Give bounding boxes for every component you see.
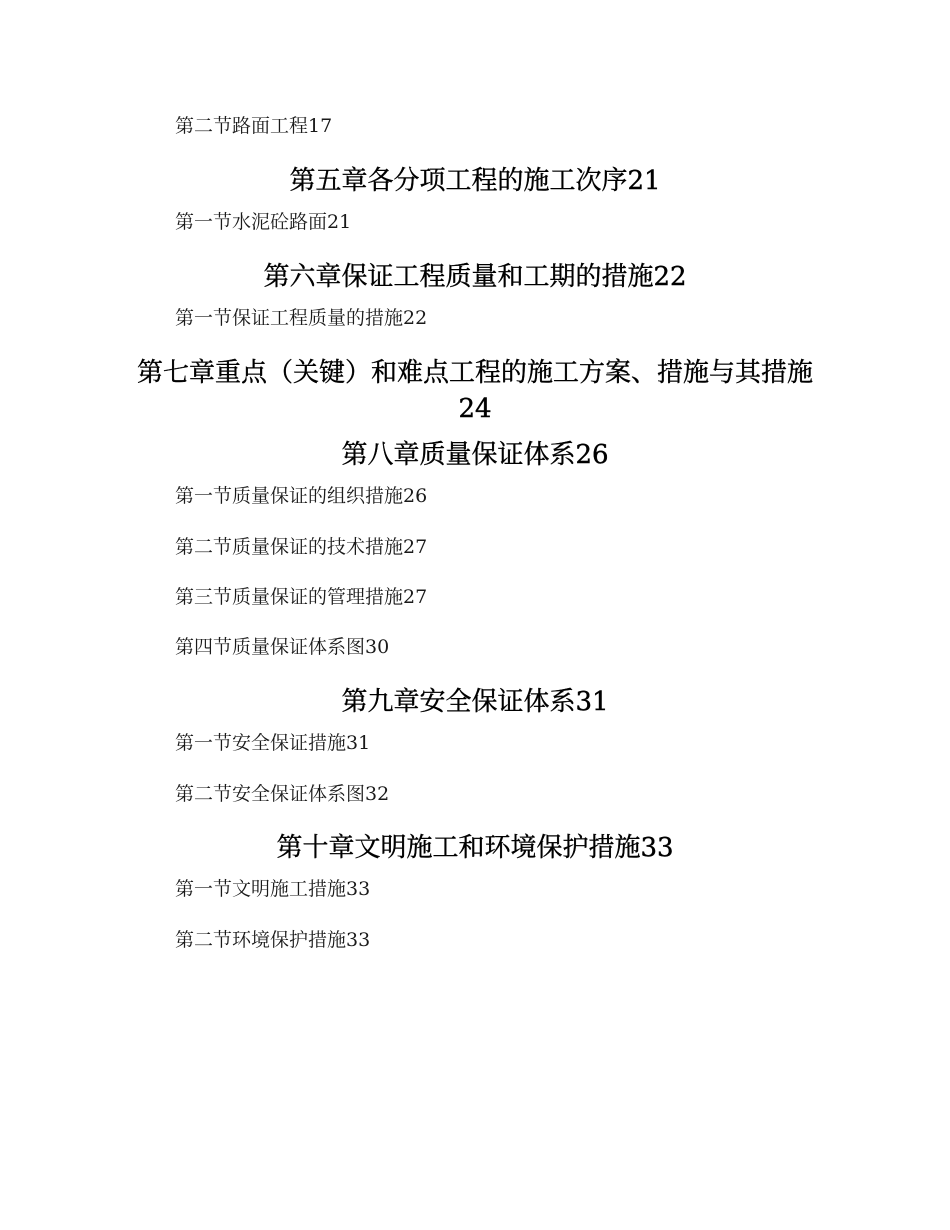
toc-chapter-5: 第五章各分项工程的施工次序21	[289, 166, 661, 196]
toc-chapter-6: 第六章保证工程质量和工期的措施22	[263, 262, 687, 292]
toc-section-8-4: 第四节质量保证体系图30	[175, 636, 390, 658]
toc-section-6-1: 第一节保证工程质量的措施22	[175, 307, 428, 329]
toc-section-8-1: 第一节质量保证的组织措施26	[175, 485, 428, 507]
toc-chapter-7: 第七章重点（关键）和难点工程的施工方案、措施与其措施24	[136, 358, 813, 424]
toc-section-8-3: 第三节质量保证的管理措施27	[175, 586, 428, 608]
toc-section-4-2: 第二节路面工程17	[175, 115, 333, 137]
toc-section-9-2: 第二节安全保证体系图32	[175, 783, 390, 805]
toc-section-10-2: 第二节环境保护措施33	[175, 929, 371, 951]
toc-section-10-1: 第一节文明施工措施33	[175, 878, 371, 900]
toc-section-8-2: 第二节质量保证的技术措施27	[175, 536, 428, 558]
toc-chapter-10: 第十章文明施工和环境保护措施33	[276, 833, 674, 863]
toc-chapter-9: 第九章安全保证体系31	[341, 687, 609, 717]
toc-section-5-1: 第一节水泥砼路面21	[175, 211, 352, 233]
toc-chapter-8: 第八章质量保证体系26	[341, 440, 609, 470]
toc-section-9-1: 第一节安全保证措施31	[175, 732, 371, 754]
